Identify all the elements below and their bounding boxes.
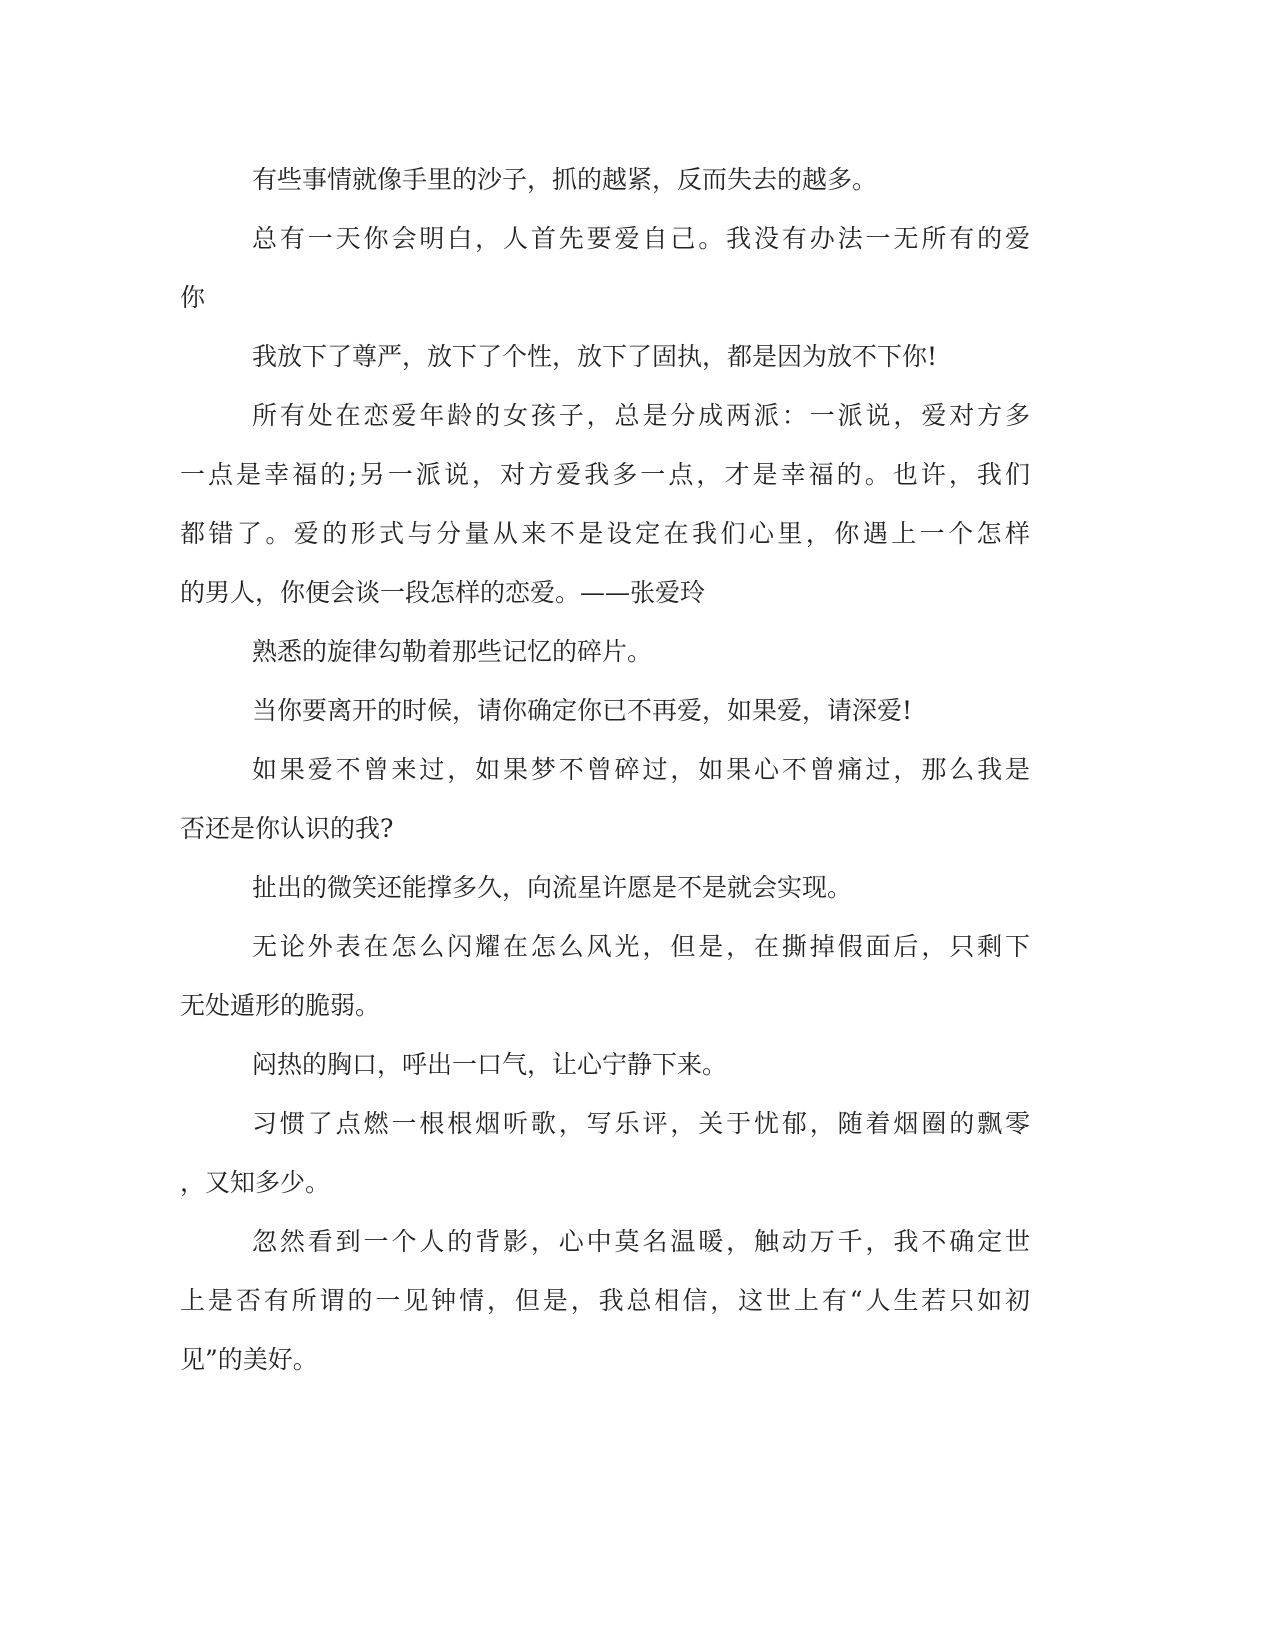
paragraph-line: 都错了。爱的形式与分量从来不是设定在我们心里，你遇上一个怎样: [180, 519, 1030, 548]
paragraph-line: 无论外表在怎么闪耀在怎么风光，但是，在撕掉假面后，只剩下: [252, 932, 1030, 961]
paragraph-line: 的男人，你便会谈一段怎样的恋爱。——张爱玲: [180, 578, 706, 607]
paragraph-line: 否还是你认识的我?: [180, 814, 394, 843]
paragraph-line: 忽然看到一个人的背影，心中莫名温暖，触动万千，我不确定世: [252, 1227, 1030, 1256]
paragraph-line: 你: [180, 283, 206, 312]
paragraph-line: 所有处在恋爱年龄的女孩子，总是分成两派：一派说，爱对方多: [252, 401, 1030, 430]
paragraph-line: 扯出的微笑还能撑多久，向流星许愿是不是就会实现。: [252, 873, 853, 902]
paragraph-line: 闷热的胸口，呼出一口气，让心宁静下来。: [252, 1050, 728, 1079]
paragraph-line: 总有一天你会明白，人首先要爱自己。我没有办法一无所有的爱: [252, 224, 1030, 253]
paragraph-line: 有些事情就像手里的沙子，抓的越紧，反而失去的越多。: [252, 165, 878, 194]
paragraph-line: ，又知多少。: [180, 1168, 331, 1197]
paragraph-line: 我放下了尊严，放下了个性，放下了固执，都是因为放不下你!: [252, 342, 938, 371]
paragraph-line: 当你要离开的时候，请你确定你已不再爱，如果爱，请深爱!: [252, 696, 913, 725]
document-body: [180, 150, 1030, 1389]
paragraph-line: 无处遁形的脆弱。: [180, 991, 381, 1020]
paragraph-line: 见”的美好。: [180, 1345, 318, 1374]
paragraph-line: 如果爱不曾来过，如果梦不曾碎过，如果心不曾痛过，那么我是: [252, 755, 1030, 784]
paragraph-line: 上是否有所谓的一见钟情，但是，我总相信，这世上有“人生若只如初: [180, 1286, 1030, 1315]
paragraph-line: 一点是幸福的;另一派说，对方爱我多一点，才是幸福的。也许，我们: [180, 460, 1030, 489]
paragraph-line: 习惯了点燃一根根烟听歌，写乐评，关于忧郁，随着烟圈的飘零: [252, 1109, 1030, 1138]
paragraph-line: 熟悉的旋律勾勒着那些记忆的碎片。: [252, 637, 653, 666]
